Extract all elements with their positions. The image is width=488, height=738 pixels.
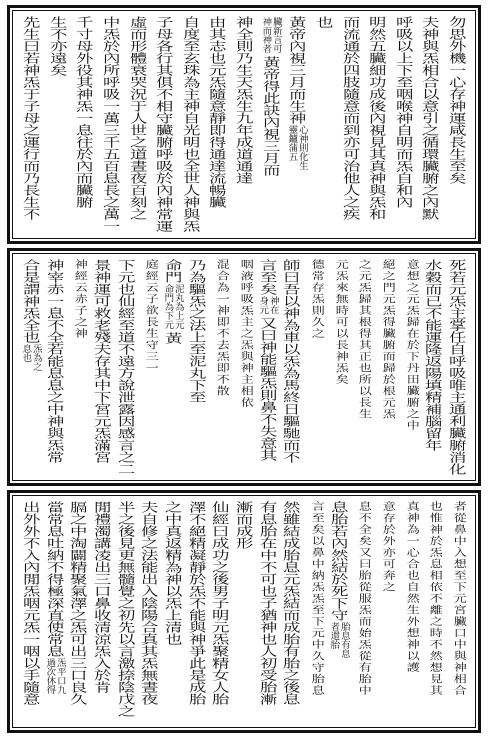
text-column	[304, 501, 326, 724]
main-text: 呼吸以上下至咽喉神自明而炁自和內	[393, 16, 414, 208]
text-column	[47, 16, 69, 235]
text-column	[233, 501, 255, 724]
main-text: 當常息吐納不得極深直使常息	[44, 501, 65, 657]
main-text: 黃	[162, 332, 184, 344]
main-text: 自度至玄珠為主神自光明也全世人神與炁	[180, 16, 201, 232]
main-text: 中炁於內所呼吸一萬三千五百息長之萬一	[100, 16, 122, 232]
annotation-text: 言至矣以鼻中納炁炁至下元中久守胎息	[308, 501, 323, 697]
text-column	[44, 259, 66, 477]
annotation-text: 咽液呼吸炁主之炁與神主相依	[237, 259, 252, 409]
text-column	[67, 501, 89, 724]
annotation-text: 意存於外亦可奔之	[379, 501, 394, 593]
main-text: 黃帝內視三月而生神	[287, 16, 308, 124]
text-column	[375, 501, 397, 724]
text-column	[115, 501, 137, 724]
text-column	[446, 501, 468, 724]
main-text: 有息胎在中不可也子猶神也人初受胎漸	[257, 501, 278, 705]
main-text: 神宰赤一息不全若能息息之中神與炁常	[44, 259, 65, 463]
text-column	[375, 259, 397, 477]
main-text: 漸而成形	[233, 501, 255, 549]
main-text: 然雖結成胎息元炁結而成胎有胎之後息	[281, 501, 302, 705]
text-column	[180, 16, 202, 235]
interlinear-note: 神在身元	[257, 296, 279, 314]
main-text: 閒禮濁講凌出三口鼻收清涼炁入於肯	[91, 501, 113, 693]
annotation-text: 意想之元炁歸在於下丹田臟腑之中	[403, 259, 418, 432]
main-text: 也	[313, 16, 335, 28]
text-column	[233, 259, 255, 477]
text-column	[209, 259, 231, 477]
annotation-text: 也惟神於炁息相依不離之時不然想見其	[426, 501, 441, 697]
text-column	[304, 259, 326, 477]
text-column	[91, 501, 113, 724]
main-text: 合是謂神炁全也	[20, 259, 42, 343]
text-column	[73, 16, 95, 235]
main-text: 明然五臟細功成後內視見其真神與炁和	[366, 16, 388, 220]
text-column	[422, 501, 444, 724]
annotation-text: 者從鼻中入想至下元宮臟口中與神相合	[450, 501, 465, 697]
annotation-text: 元炁來無時可以長神炁矣	[332, 259, 347, 386]
text-column	[446, 259, 468, 477]
text-column	[366, 16, 388, 235]
main-text: 景神運可救老殘夫存其中下宮元炁滿宮	[91, 259, 113, 463]
main-text: 由其志也元炁隨意靜即得通達流暢臟	[207, 16, 228, 208]
annotation-text: 神經云赤子之神	[71, 259, 87, 340]
text-column	[351, 501, 373, 724]
text-column	[446, 16, 468, 235]
text-column	[186, 259, 208, 477]
text-column	[393, 16, 415, 235]
annotation-text: 絕之門元炁得臟腑而歸於根元炁	[379, 259, 394, 420]
text-column	[115, 259, 137, 477]
text-column	[328, 501, 350, 724]
text-column	[399, 501, 421, 724]
annotation-text: 德常存炁則久之	[308, 259, 323, 340]
main-text: 神全則乃生天炁生九年成道通達	[233, 16, 255, 184]
annotation-text: 真神為一心合也自然生外想神以護	[403, 501, 418, 674]
main-text: 夫神與炁相合以意引之循環臟腑之內默	[420, 16, 441, 220]
main-text: 子母各行其俱不相守臟腑呼吸於內神常運	[153, 16, 175, 232]
main-text: 生不亦遠矣	[47, 16, 68, 76]
annotation-text: 混合為一神即不去炁即不散	[213, 259, 229, 397]
text-column	[422, 259, 444, 477]
text-column	[313, 16, 335, 235]
main-text: 死若元炁主掌任自呼吸唯主通利臟腑消化	[446, 259, 467, 475]
text-column	[162, 501, 184, 724]
text-column	[44, 501, 66, 724]
register-top	[7, 5, 481, 244]
main-text: 千寸母外役其神炁一息往於內而臟腑	[74, 16, 95, 208]
main-text: 仙經曰成功之後男子明元炁聚精女人胎	[210, 501, 231, 705]
text-column	[399, 259, 421, 477]
register-middle	[7, 248, 481, 486]
text-column	[280, 259, 302, 477]
text-column	[260, 16, 282, 235]
main-text: 下元也仙經至道不遠方說泄露因感言之二	[115, 259, 136, 475]
text-column	[91, 259, 113, 477]
text-column	[20, 16, 42, 235]
main-text: 半之後見更無髓覺之初先以言激捺陰戊之	[115, 501, 136, 717]
annotation-text: 之元炁歸其根得其正也所以長生	[355, 259, 370, 420]
main-text: 而流通於四肢隨意而到亦可治他人之疾	[340, 16, 361, 220]
text-column	[206, 16, 228, 235]
register-bottom	[7, 490, 481, 733]
text-column	[20, 501, 42, 724]
annotation-text: 息不全矣又曰胎從服炁而始炁從有胎中	[355, 501, 370, 697]
main-text: 澤不絕精凝靜於炁不能與神爭此是成胎	[186, 501, 207, 705]
main-text: 虛而形體衰哭況于人世之道晝夜百刻之	[127, 16, 148, 220]
main-text: 又曰神能驅炁則鼻不失意其	[257, 317, 278, 461]
main-text: 膈之中淘闢精聚氣澤之炁可出三口良久	[68, 501, 89, 705]
interlinear-note: 臟新言可神而神者	[260, 17, 282, 53]
text-column	[100, 16, 122, 235]
main-text: 水穀而已不能運隆返陽填精補腦留年	[423, 259, 444, 451]
main-text: 夫自修之法能出入陰陽合真其炁無晝夜	[139, 501, 160, 705]
main-text: 言至矣	[257, 259, 278, 295]
main-text: 命門	[162, 259, 184, 283]
text-column	[138, 259, 160, 477]
text-column	[419, 16, 441, 235]
main-text: 乃為驅炁之法上至泥丸下至	[186, 259, 207, 403]
text-column	[280, 501, 302, 724]
text-column	[257, 259, 279, 477]
main-text: 之中真返精為神以炁上清也	[162, 501, 184, 645]
text-column	[351, 259, 373, 477]
text-column	[162, 259, 184, 477]
text-column	[328, 259, 350, 477]
main-text: 勿思外機一心存神運咸長生至矣	[446, 16, 468, 184]
annotation-text: 庭經云子欲長生守三一	[142, 259, 158, 374]
text-column	[209, 501, 231, 724]
text-column	[20, 259, 42, 477]
text-column	[67, 259, 89, 477]
main-text: 師曰吾以神為車以炁為馬終日驅馳而不	[281, 259, 302, 463]
main-text: 黃帝得此訣內視三月而	[260, 56, 281, 176]
text-column	[127, 16, 149, 235]
main-text: 出外外不入內閒炁咽元炁一咽以手隨意	[20, 501, 42, 705]
text-column	[233, 16, 255, 235]
text-column	[257, 501, 279, 724]
interlinear-note: 炁平口九過次休得	[44, 658, 66, 694]
text-column	[153, 16, 175, 235]
main-text: 先生曰若神炁于子母之運行而乃長生不	[20, 16, 42, 220]
interlinear-note: 泥丸為上元命門為下元	[162, 284, 184, 329]
interlinear-note: 炁為之息也	[20, 344, 42, 371]
interlinear-note: 胎息有息者還胎	[328, 622, 350, 658]
text-column	[286, 16, 308, 235]
text-column	[186, 501, 208, 724]
text-column	[340, 16, 362, 235]
interlinear-note: 心神則化生靈鑪蒲五	[286, 125, 308, 170]
main-text: 息胎若內然結於死下守	[328, 501, 349, 621]
text-column	[138, 501, 160, 724]
